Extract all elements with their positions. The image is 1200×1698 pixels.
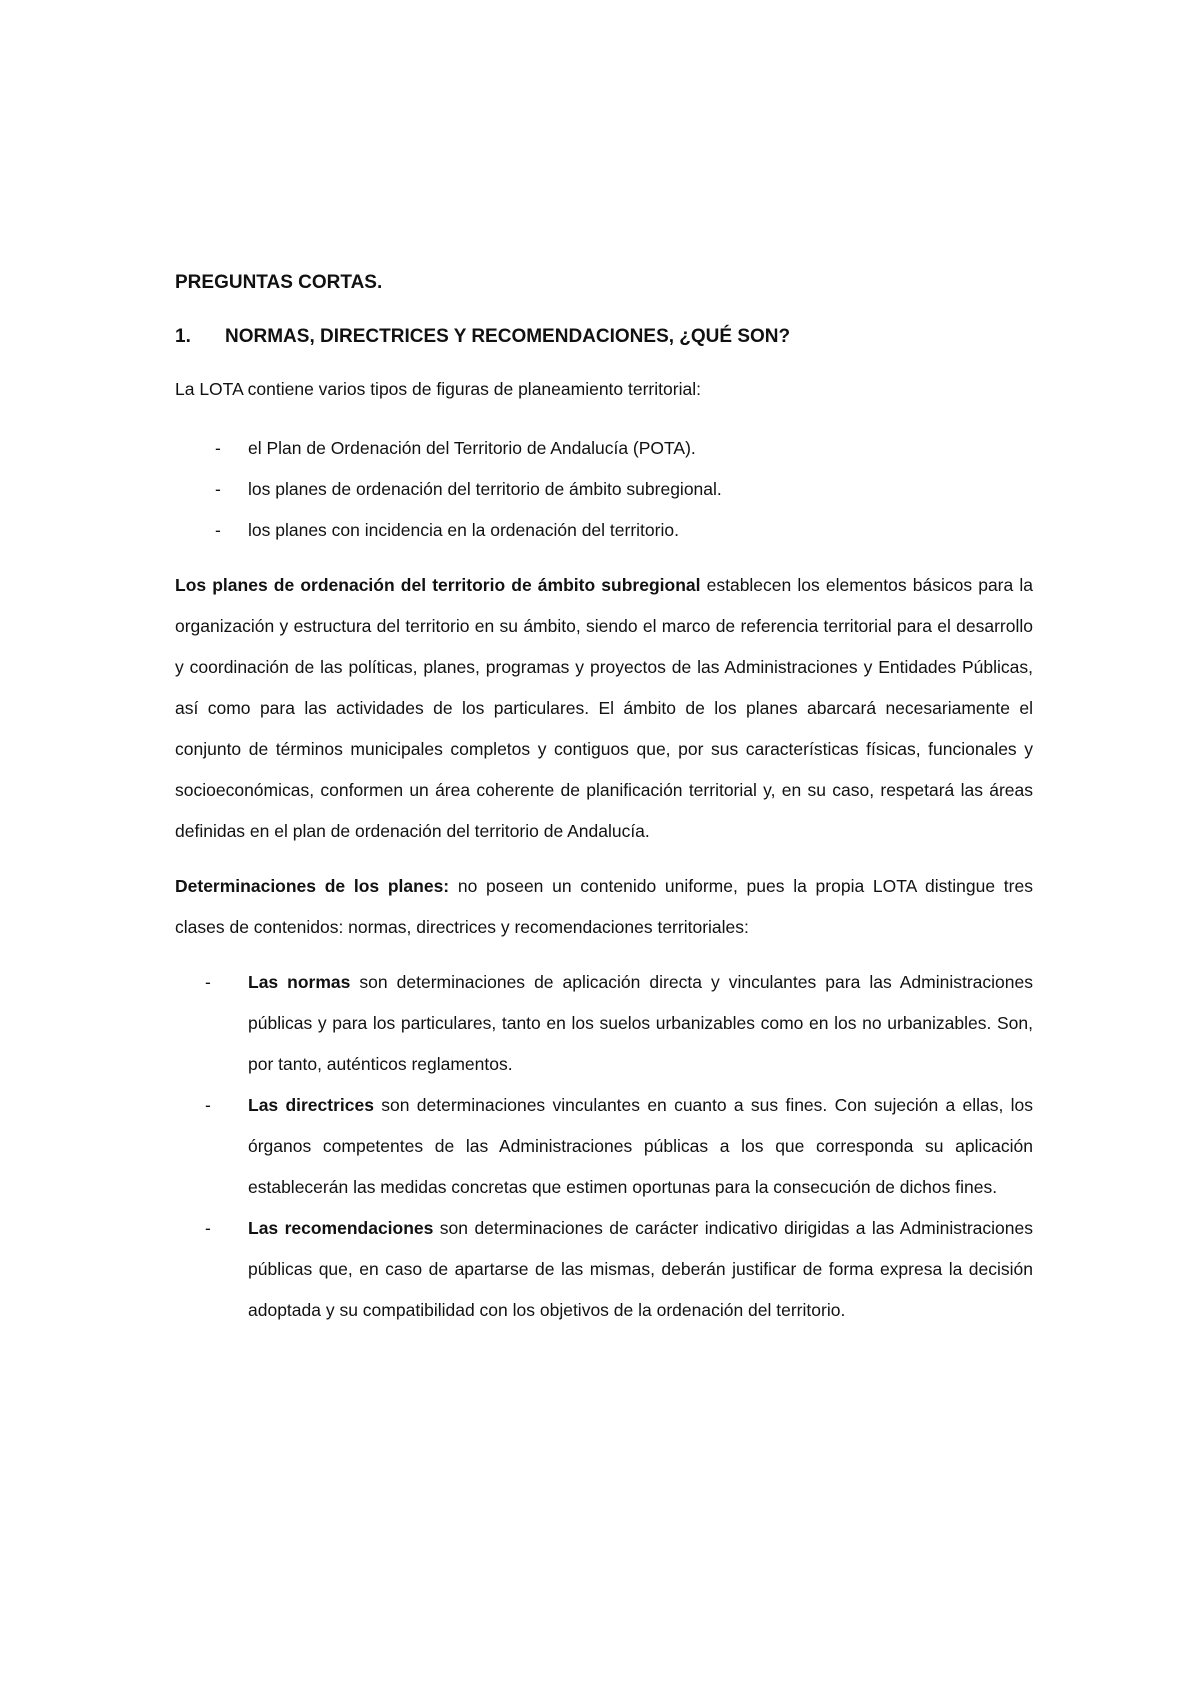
item-bold-lead: Las normas	[248, 972, 351, 992]
list-item-text: los planes con incidencia en la ordenación del territorio.	[248, 520, 679, 540]
list-item-text: los planes de ordenación del territorio de ámbito subregional.	[248, 479, 722, 499]
list-item	[175, 510, 1033, 551]
list-dash: -	[215, 438, 221, 458]
item-bold-lead: Las recomendaciones	[248, 1218, 434, 1238]
list-item	[175, 962, 1033, 1085]
section-number: 1.	[175, 326, 191, 347]
list-item	[175, 1085, 1033, 1208]
section-heading	[175, 324, 1033, 350]
document-title: PREGUNTAS CORTAS.	[175, 272, 383, 293]
item-text: son determinaciones de carácter indicativo dirigidas a las Administraciones públicas que, en caso de apartarse de las mismas, deberán justificar de forma expresa la decisión adoptada y su compatibilidad con los objetivos de la ordenación del territorio.	[248, 1218, 1033, 1320]
list-item-text	[248, 1208, 1033, 1331]
section-heading-text: NORMAS, DIRECTRICES Y RECOMENDACIONES, ¿QUÉ SON?	[225, 326, 791, 347]
list-dash: -	[205, 1095, 211, 1115]
determinations-paragraph	[175, 866, 1033, 948]
list-item-text	[248, 962, 1033, 1085]
item-text: son determinaciones vinculantes en cuanto a sus fines. Con sujeción a ellas, los órganos competentes de las Administraciones públicas a los que corresponda su aplicación establecerán las medidas concretas que estimen oportunas para la consecución de dichos fines.	[248, 1095, 1034, 1197]
determinations-list	[175, 962, 1033, 1331]
item-bold-lead: Las directrices	[248, 1095, 374, 1115]
paragraph-text: establecen los elementos básicos para la organización y estructura del territorio en su ámbito, siendo el marco de referencia territorial para el desarrollo y coordinación de las políticas, planes, programas y proyectos de las Administraciones y Entidades Públicas, así como para las actividades de los particulares. El ámbito de los planes abarcará necesariamente el conjunto de términos municipales completos y contiguos que, por sus características físicas, funcionales y socioeconómicas, conformen un área coherente de planificación territorial y, en su caso, respetará las áreas definidas en el plan de ordenación del territorio de Andalucía.	[175, 575, 1033, 841]
list-item-text: el Plan de Ordenación del Territorio de Andalucía (POTA).	[248, 438, 696, 458]
subregional-plans-paragraph	[175, 565, 1033, 852]
paragraph-text: no poseen un contenido uniforme, pues la propia LOTA distingue tres clases de contenidos: normas, directrices y recomendaciones territoriales:	[175, 876, 1033, 937]
paragraph-bold-lead: Determinaciones de los planes:	[175, 876, 450, 896]
list-dash: -	[215, 479, 221, 499]
list-dash: -	[205, 1218, 211, 1238]
list-item	[175, 428, 1033, 469]
list-item	[175, 469, 1033, 510]
intro-paragraph: La LOTA contiene varios tipos de figuras de planeamiento territorial:	[175, 379, 701, 399]
list-dash: -	[205, 972, 211, 992]
list-item-text	[248, 1085, 1033, 1208]
figures-list	[175, 428, 1033, 551]
item-text: son determinaciones de aplicación directa y vinculantes para las Administraciones públicas y para los particulares, tanto en los suelos urbanizables como en los no urbanizables. Son, por tanto, auténticos reglamentos.	[248, 972, 1033, 1074]
paragraph-bold-lead: Los planes de ordenación del territorio de ámbito subregional	[175, 575, 701, 595]
document-page	[175, 270, 1033, 1331]
list-item	[175, 1208, 1033, 1331]
list-dash: -	[215, 520, 221, 540]
